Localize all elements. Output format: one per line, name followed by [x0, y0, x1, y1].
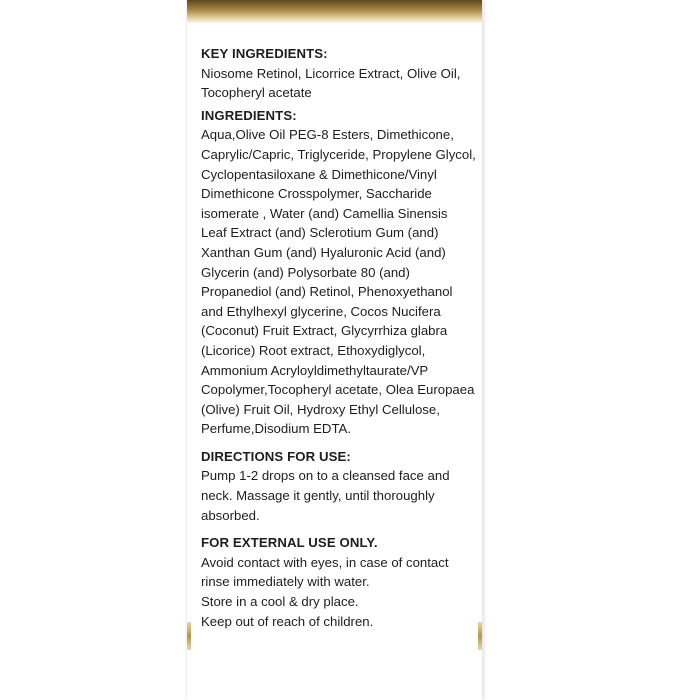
- key-ingredients-heading: KEY INGREDIENTS:: [201, 46, 328, 61]
- warning-heading: FOR EXTERNAL USE ONLY.: [201, 535, 378, 551]
- ingredients-text: Aqua,Olive Oil PEG-8 Esters, Dimethicone, Caprylic/Capric, Triglyceride, Propylene Glycol, Cyclopentasiloxane & Dimethicone/Vinyl Dimethicone Crosspolymer, Saccharide isomerate , Water (and) Camellia Sinensis Leaf Extract (and) Sclerotium Gum (and) Xanthan Gum (and) Hyaluronic Acid (and) Glycerin (and) Polysorbate 80 (and) Propanediol (and) Retinol, Phenoxyethanol and Ethylhexyl glycerine, Cocos Nucifera (Coconut) Fruit Extract, Glycyrrhiza glabra (Licorice) Root extract, Ethoxydiglycol, Ammonium Acryloyldimethyltaurate/VP Copolymer,Tocopheryl acetate, Olea Europaea (Olive) Fruit Oil, Hydroxy Ethyl Cellulose, Perfume,Disodium EDTA.: [201, 127, 476, 437]
- warning-line: Store in a cool & dry place.: [201, 594, 359, 610]
- ingredients-heading: INGREDIENTS:: [201, 107, 297, 123]
- key-ingredients-text: Niosome Retinol, Licorrice Extract, Olive Oil, Tocopheryl acetate: [201, 65, 461, 101]
- warning-line: Keep out of reach of children.: [201, 613, 374, 629]
- directions-heading: DIRECTIONS FOR USE:: [201, 448, 351, 464]
- label-text-block: [201, 44, 476, 631]
- directions-text: Pump 1-2 drops on to a cleansed face and neck. Massage it gently, until thoroughly absorbed.: [201, 468, 450, 523]
- box-gold-bottom-trim-left: [187, 622, 191, 650]
- warning-line: Avoid contact with eyes, in case of contact rinse immediately with water.: [201, 554, 449, 590]
- box-gold-bottom-trim-right: [478, 622, 482, 650]
- box-gold-top-trim: [187, 0, 482, 24]
